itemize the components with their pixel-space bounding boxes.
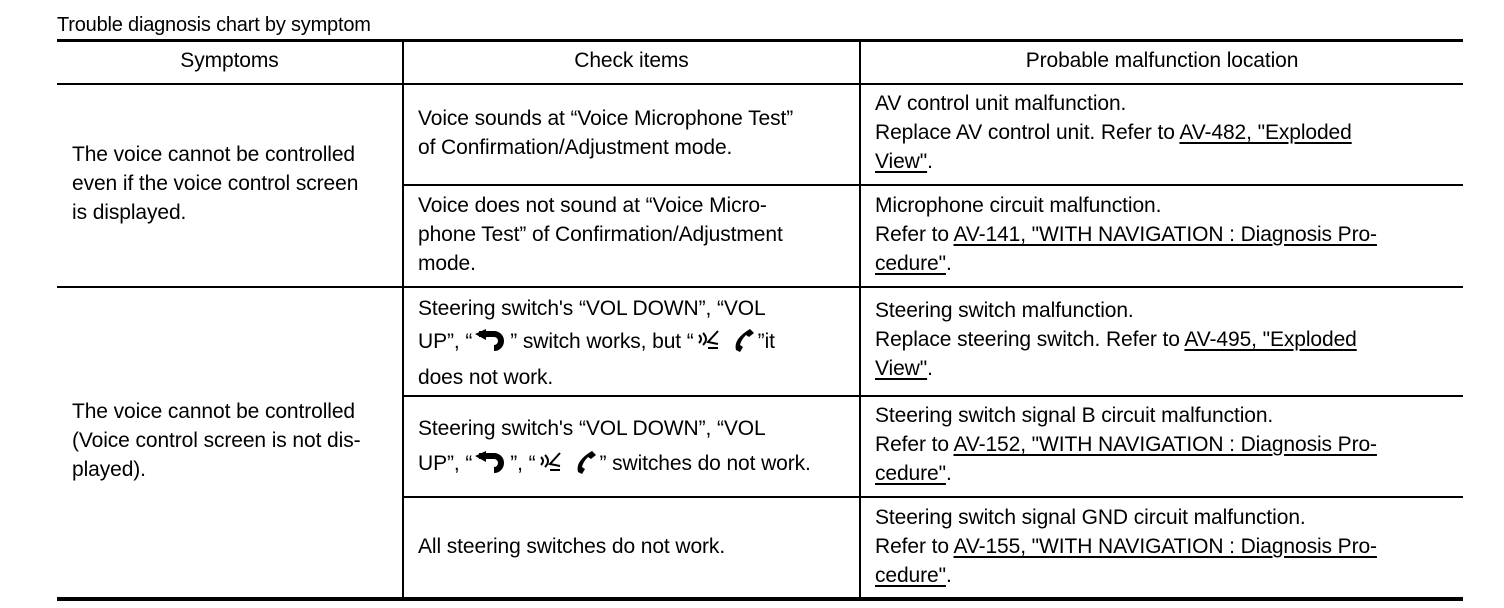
check-item-2: Voice does not sound at “Voice Micro- phone Test” of Confirmation/Adjustment mode. [418, 194, 783, 275]
voice-recognition-icon [538, 449, 562, 486]
phone-handset-icon [574, 449, 598, 486]
location-4: Steering switch signal B circuit malfunction. Refer to AV-152, "WITH NAVIGATION : Diagnosis Pro- cedure". [875, 404, 1377, 485]
symptom-cell-2: The voice cannot be controlled (Voice control screen is not dis- played). [72, 400, 361, 481]
reference-link[interactable]: cedure" [875, 564, 946, 587]
column-divider [859, 40, 861, 599]
location-3: Steering switch malfunction. Replace steering switch. Refer to AV-495, "Exploded View". [875, 299, 1357, 380]
table-bottom-border [57, 597, 1463, 601]
reference-link[interactable]: AV-152, "WITH NAVIGATION : Diagnosis Pro- [953, 433, 1377, 456]
back-arrow-icon [474, 329, 508, 363]
row-divider [403, 496, 1463, 498]
reference-link[interactable]: View" [875, 357, 928, 380]
reference-link[interactable]: View" [875, 150, 928, 173]
back-arrow-icon [474, 451, 508, 486]
check-item-1: Voice sounds at “Voice Microphone Test” of Confirmation/Adjustment mode. [418, 107, 794, 159]
symptom-cell-1: The voice cannot be controlled even if the voice control screen is displayed. [72, 143, 359, 224]
column-divider [402, 40, 404, 599]
header-check-items: Check items [574, 49, 689, 72]
reference-link[interactable]: AV-155, "WITH NAVIGATION : Diagnosis Pro- [953, 535, 1377, 558]
check-item-4: Steering switch's “VOL DOWN”, “VOL UP”, “ ”, “ ” switches do not work. [418, 411, 811, 486]
row-divider [403, 184, 1463, 186]
reference-link[interactable]: cedure" [875, 252, 946, 275]
table-caption: Trouble diagnosis chart by symptom [57, 14, 371, 36]
location-5: Steering switch signal GND circuit malfunction. Refer to AV-155, "WITH NAVIGATION : Diagnosis Pro- cedure". [875, 506, 1377, 587]
table-top-border [57, 39, 1463, 42]
header-symptoms: Symptoms [180, 49, 279, 72]
phone-handset-icon [732, 327, 756, 363]
location-2: Microphone circuit malfunction. Refer to AV-141, "WITH NAVIGATION : Diagnosis Pro- cedure". [875, 194, 1377, 275]
check-item-5: All steering switches do not work. [418, 535, 726, 558]
group-divider [57, 286, 1463, 288]
voice-recognition-icon [696, 327, 720, 363]
reference-link[interactable]: AV-141, "WITH NAVIGATION : Diagnosis Pro- [953, 223, 1377, 246]
check-item-3: Steering switch's “VOL DOWN”, “VOL UP”, “ ” switch works, but “ ”it does not work. [418, 297, 775, 389]
header-divider [57, 83, 1463, 85]
location-1: AV control unit malfunction. Replace AV control unit. Refer to AV-482, "Exploded View". [875, 92, 1352, 173]
row-divider [403, 395, 1463, 397]
header-location: Probable malfunction location [1025, 49, 1299, 72]
reference-link[interactable]: AV-495, "Exploded [1184, 328, 1357, 351]
reference-link[interactable]: AV-482, "Exploded [1179, 121, 1352, 144]
reference-link[interactable]: cedure" [875, 462, 946, 485]
